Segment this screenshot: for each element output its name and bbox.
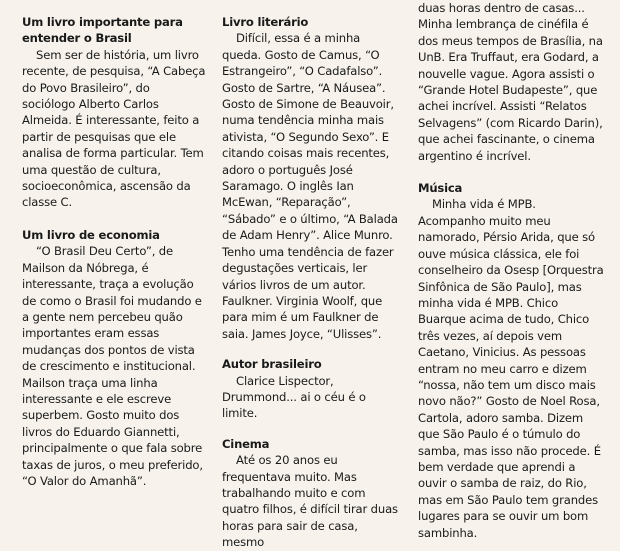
section-body-autor-brasileiro: Clarice Lispector, Drummond... ai o céu é o limite. [222,373,366,421]
section-heading-livro-importante [22,14,206,47]
section-heading-musica: Música [418,181,463,196]
section-heading-livro-economia: Um livro de economia [22,227,160,242]
heading-line: Um livro importante para [22,15,183,29]
section-heading-cinema: Cinema [222,436,270,451]
section-body-livro-literario: Difícil, essa é a minha queda. Gosto de Camus, “O Estrangeiro”, “O Cadafalso”. Gosto de Sartre, “A Náusea”. Gosto de Simone de Beauvoir, numa tendência minha mais ativista, “O Segundo Sexo”. E citando coisas mais recentes, adoro o português José Saramago. O inglês Ian McEwan, “Reparação”, “Sábado” e o último, “A Balada de Adam Henry”. Alice Munro. Tenho uma tendência de fazer degustações verticais, ler vários livros de um autor. Faulkner. Virginia Woolf, que para mim é um Faulkner de saia. James Joyce, “Ulisses”. [222,31,398,341]
column-2 [222,14,398,551]
section-heading-autor-brasileiro: Autor brasileiro [222,357,322,372]
section-heading-livro-literario: Livro literário [222,15,309,29]
cinema-continuation: duas horas dentro de casas... Minha lembrança de cinéfila é dos meus tempos de Brasília, na UnB. Era Truffaut, era Godard, a nouvelle vague. Agora assisti o “Grande Hotel Budapeste”, que achei incrível. Assisti “Relatos Selvagens” (com Ricardo Darin), que achei fascinante, o cinema argentino é incrível. [418,1,603,163]
section-body-livro-importante: Sem ser de história, um livro recente, de pesquisa, “A Cabeça do Povo Brasileiro”, do sociólogo Alberto Carlos Almeida. É interessante, feito a partir de pesquisas que ele analisa de forma particular. Tem uma questão de cultura, socioeconômica, ascensão da classe C. [22,47,206,210]
section-body-musica: Minha vida é MPB. Acompanho muito meu namorado, Pérsio Arida, que só ouve música clássica, ele foi conselheiro da Osesp [Orquestra Sinfônica de São Paulo], mas minha vida é MPB. Chico Buarque acima de tudo, Chico três vezes, aí depois vem Caetano, Vinicius. As pessoas entram no meu carro e dizem “nossa, não tem um disco mais novo não?” Gosto de Noel Rosa, Cartola, adoro samba. Dizem que São Paulo é o túmulo do samba, mas isso não procede. É bem verdade que aprendi a ouvir o samba de raiz, do Rio, mas em São Paulo tem grandes lugares para se ouvir um bom sambinha. [418,197,604,540]
section-body-livro-economia: “O Brasil Deu Certo”, de Mailson da Nóbrega, é interessante, traça a evolução de como o Brasil foi mudando e a gente nem percebeu quão importantes eram essas mudanças dos pontos de vista de crescimento e institucional. Mailson traça uma linha interessante e ele escreve superbem. Gosto muito dos livros do Eduardo Giannetti, principalmente o que fala sobre taxas de juros, o meu preferido, “O Valor do Amanhã”. [22,244,203,488]
column-3 [418,0,606,541]
heading-line: entender o Brasil [22,31,132,46]
column-1 [22,14,206,489]
section-body-cinema: Até os 20 anos eu frequentava muito. Mas trabalhando muito e com quatro filhos, é difícil tirar duas horas para sair de casa, mesmo [222,453,398,550]
